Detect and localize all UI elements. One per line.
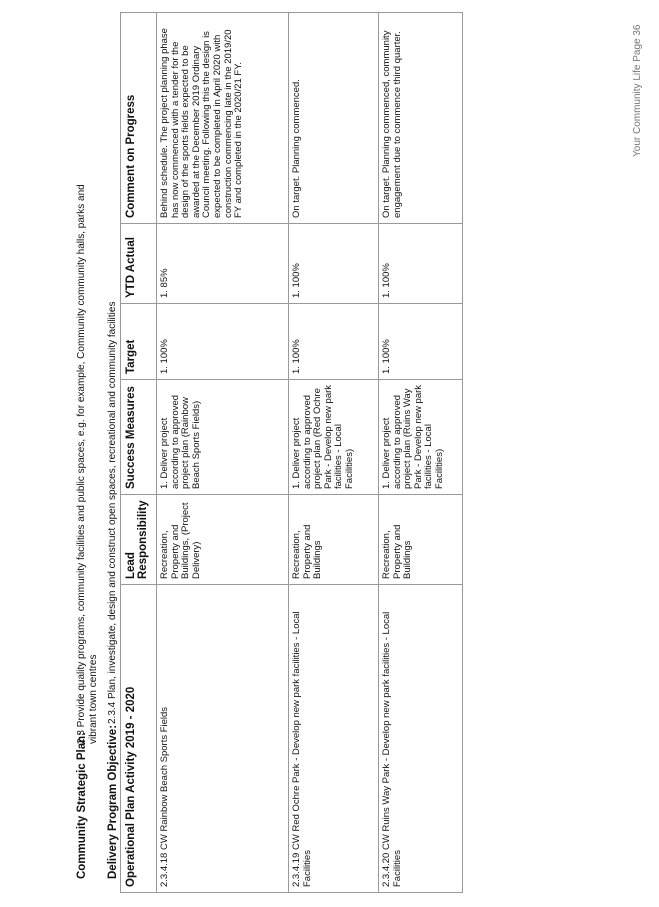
target-cell: 1. 100% — [379, 304, 463, 380]
column-header-activity: Operational Plan Activity 2019 - 2020 — [121, 585, 157, 893]
table-row — [379, 13, 463, 893]
table-row — [289, 13, 379, 893]
delivery-objective-label: Delivery Program Objective: — [107, 724, 119, 879]
actual-cell: 1. 100% — [379, 224, 463, 304]
lead-cell: Recreation, Property and Buildings, (Project Delivery) — [157, 495, 289, 585]
lead-cell: Recreation, Property and Buildings — [289, 495, 379, 585]
column-header-measures: Success Measures — [121, 380, 157, 495]
strategic-plan-value: 2.3 Provide quality programs, community facilities and public spaces, e.g. for example, Community community halls, parks and vibrant town centres — [76, 184, 99, 744]
lead-cell: Recreation, Property and Buildings — [379, 495, 463, 585]
page-footer: Your Community Life Page 36 — [632, 24, 643, 157]
target-cell: 1. 100% — [289, 304, 379, 380]
comment-cell: On target. Planning commenced. — [289, 13, 379, 224]
column-header-comment: Comment on Progress — [121, 13, 157, 224]
strategic-plan-label: Community Strategic Plan: — [76, 732, 88, 879]
measures-cell: 1. Deliver project according to approved project plan (Rainbow Beach Sports Fields) — [157, 380, 289, 495]
actual-cell: 1. 100% — [289, 224, 379, 304]
activity-cell: 2.3.4.19 CW Red Ochre Park - Develop new park facilities - Local Facilities — [289, 585, 379, 893]
measures-cell: 1. Deliver project according to approved project plan (Ruins Way Park - Develop new park facilities - Local Facilities) — [379, 380, 463, 495]
target-cell: 1. 100% — [157, 304, 289, 380]
actual-cell: 1. 85% — [157, 224, 289, 304]
column-header-target: Target — [121, 304, 157, 380]
comment-cell: On target. Planning commenced, community engagement due to commence third quarter. — [379, 13, 463, 224]
column-header-lead: Lead Responsibility — [121, 495, 157, 585]
comment-cell: Behind schedule. The project planning phase has now commenced with a tender for the design of the sports fields expected to be awarded at the December 2019 Ordinary Council meeting. Following this the design is expected to be completed in April 2020 with construction commencing late in the 2019/20 FY and completed in the 2020/21 FY. — [157, 13, 289, 224]
table-row — [157, 13, 289, 893]
activity-cell: 2.3.4.18 CW Rainbow Beach Sports Fields — [157, 585, 289, 893]
activity-cell: 2.3.4.20 CW Ruins Way Park - Develop new park facilities - Local Facilities — [379, 585, 463, 893]
table-header-row — [121, 13, 157, 893]
column-header-actual: YTD Actual — [121, 224, 157, 304]
measures-cell: 1. Deliver project according to approved project plan (Red Ochre Park - Develop new park facilities - Local Facilities) — [289, 380, 379, 495]
operational-plan-table — [120, 12, 463, 893]
delivery-objective-value: 2.3.4 Plan, investigate, design and construct open spaces, recreational and community facilities — [107, 301, 118, 724]
